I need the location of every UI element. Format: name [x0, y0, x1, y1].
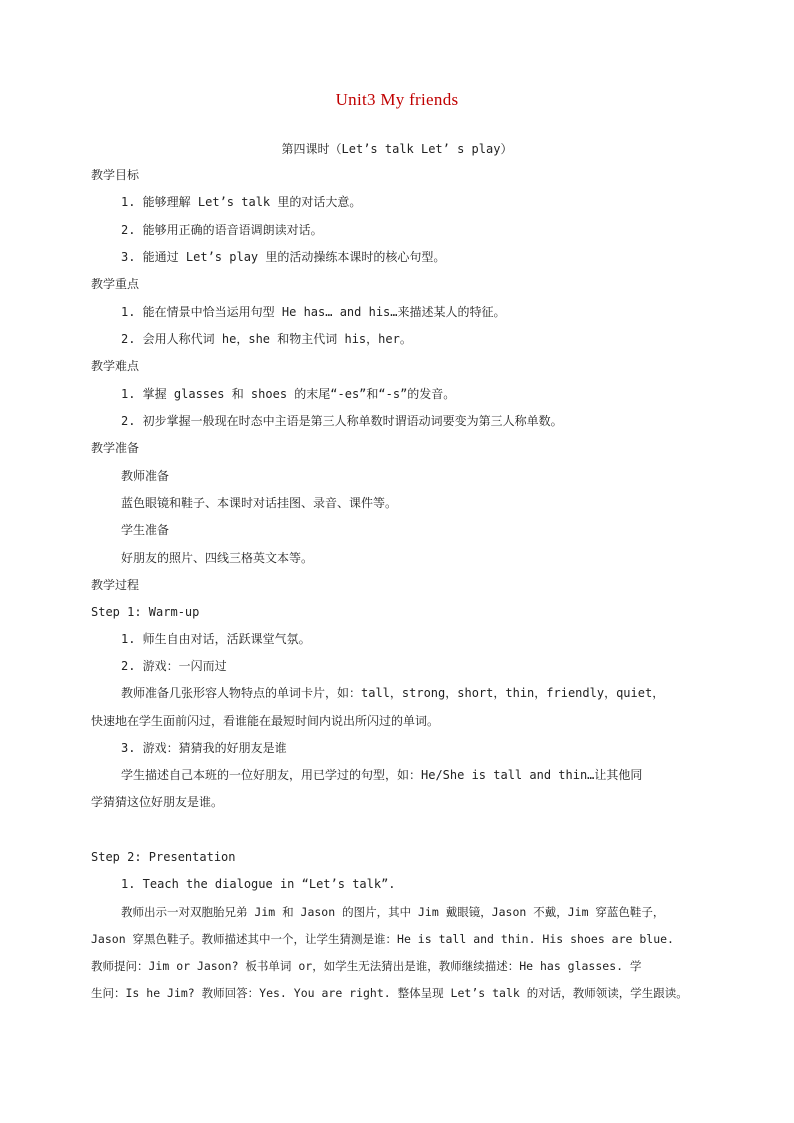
step1-heading: Step 1: Warm-up: [91, 605, 200, 619]
lesson-subtitle: 第四课时（Let’s talk Let’ s play）: [281, 142, 513, 156]
key-point-item: 1. 能在情景中恰当运用句型 He has… and his…来描述某人的特征。: [121, 305, 506, 319]
document-title: Unit3 My friends: [335, 90, 459, 109]
student-prep-text: 好朋友的照片、四线三格英文本等。: [121, 551, 314, 565]
step2-item: 1. Teach the dialogue in “Let’s talk”.: [121, 877, 396, 891]
step2-paragraph-line: 教师提问：Jim or Jason? 板书单词 or，如学生无法猜出是谁，教师继续描述：He has glasses. 学: [91, 959, 642, 973]
process-heading: 教学过程: [91, 578, 140, 592]
step1-paragraph-line: 教师准备几张形容人物特点的单词卡片，如：tall，strong，short，thin，friendly，quiet，: [121, 686, 665, 700]
objective-item: 1. 能够理解 Let’s talk 里的对话大意。: [121, 195, 362, 209]
step1-paragraph-line: 快速地在学生面前闪过，看谁能在最短时间内说出所闪过的单词。: [91, 714, 440, 728]
difficulties-heading: 教学难点: [91, 359, 140, 373]
difficulty-item: 1. 掌握 glasses 和 shoes 的末尾“-es”和“-s”的发音。: [121, 387, 456, 401]
teacher-prep-text: 蓝色眼镜和鞋子、本课时对话挂图、录音、课件等。: [121, 496, 398, 510]
objectives-heading: 教学目标: [91, 168, 140, 182]
key-point-item: 2. 会用人称代词 he，she 和物主代词 his，her。: [121, 332, 412, 346]
step1-paragraph-line: 学猜猜这位好朋友是谁。: [91, 795, 224, 809]
step2-paragraph-line: 教师出示一对双胞胎兄弟 Jim 和 Jason 的图片，其中 Jim 戴眼镜，Jason 不戴，Jim 穿蓝色鞋子，: [121, 905, 665, 919]
objective-item: 3. 能通过 Let’s play 里的活动操练本课时的核心句型。: [121, 250, 446, 264]
step1-item: 2. 游戏：一闪而过: [121, 659, 227, 673]
student-prep-label: 学生准备: [121, 523, 170, 537]
key-points-heading: 教学重点: [91, 277, 140, 291]
difficulty-item: 2. 初步掌握一般现在时态中主语是第三人称单数时谓语动词要变为第三人称单数。: [121, 414, 563, 428]
step2-paragraph-line: 生问：Is he Jim? 教师回答：Yes. You are right. 整体呈现 Let’s talk 的对话，教师领读，学生跟读。: [91, 986, 688, 1000]
step1-item: 3. 游戏：猜猜我的好朋友是谁: [121, 741, 287, 755]
step2-heading: Step 2: Presentation: [91, 850, 236, 864]
preparation-heading: 教学准备: [91, 441, 140, 455]
objective-item: 2. 能够用正确的语音语调朗读对话。: [121, 223, 323, 237]
step2-paragraph-line: Jason 穿黑色鞋子。教师描述其中一个，让学生猜测是谁：He is tall and thin. His shoes are blue.: [91, 932, 674, 946]
step1-item: 1. 师生自由对话，活跃课堂气氛。: [121, 632, 311, 646]
teacher-prep-label: 教师准备: [121, 469, 170, 483]
step1-paragraph-line: 学生描述自己本班的一位好朋友，用已学过的句型，如：He/She is tall and thin…让其他同: [121, 768, 643, 782]
